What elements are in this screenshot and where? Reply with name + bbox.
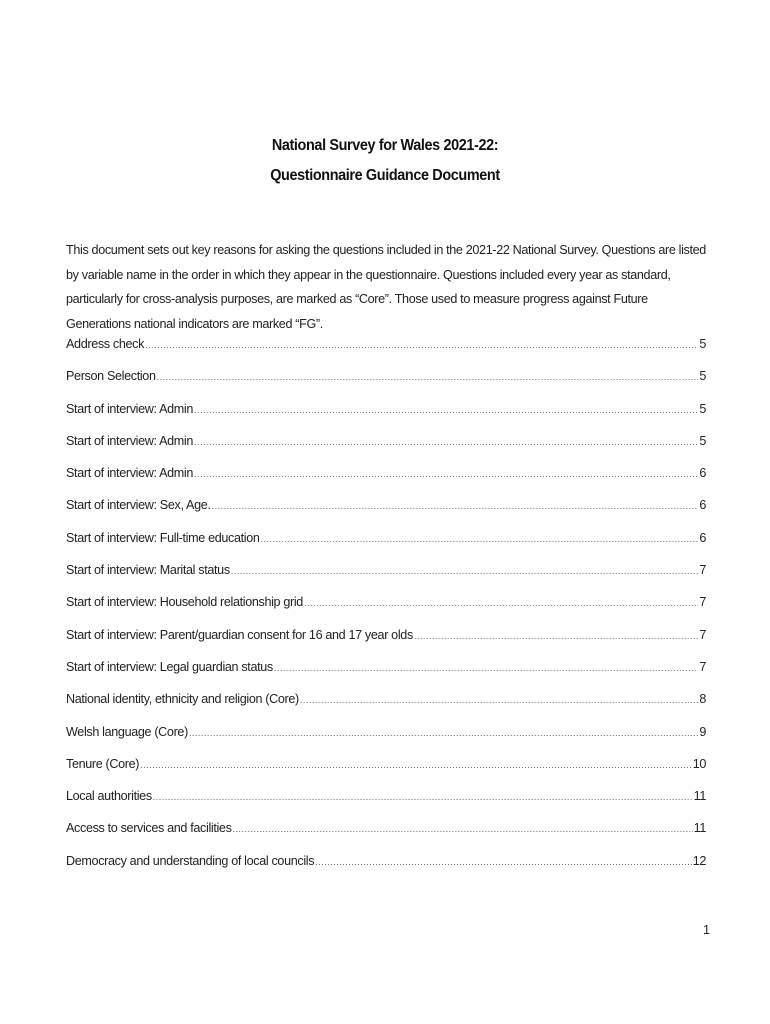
toc-entry-page: 12 xyxy=(692,853,706,868)
toc-entry[interactable] xyxy=(66,595,706,627)
toc-leader xyxy=(153,792,693,802)
toc-entry[interactable] xyxy=(66,434,706,466)
title-line-2: Questionnaire Guidance Document xyxy=(270,167,500,184)
toc-entry-label: Start of interview: Admin xyxy=(66,466,194,481)
toc-entry-label: Local authorities xyxy=(66,789,152,804)
toc-entry[interactable] xyxy=(66,402,706,434)
toc-entry-label: Tenure (Core) xyxy=(66,756,140,771)
toc-entry-label: Start of interview: Parent/guardian consent for 16 and 17 year olds xyxy=(66,627,413,642)
toc-leader xyxy=(315,857,692,867)
table-of-contents xyxy=(66,337,706,886)
toc-entry-label: Start of interview: Admin xyxy=(66,433,194,448)
toc-entry-page: 8 xyxy=(699,692,706,707)
intro-paragraph: This document sets out key reasons for asking the questions included in the 2021-22 National Survey. Questions are listed by variable name in the order in which they appear in the questionnaire. Questions included every year as standard, particularly for cross-analysis purposes, are marked as “Core”. Those used to measure progress against Future Generations national indicators are marked “FG”. xyxy=(66,243,706,331)
toc-entry-page: 5 xyxy=(699,401,706,416)
toc-entry-page: 6 xyxy=(699,530,706,545)
toc-entry-label: Person Selection xyxy=(66,369,156,384)
toc-entry[interactable] xyxy=(66,369,706,401)
toc-entry[interactable] xyxy=(66,660,706,692)
toc-entry-page: 10 xyxy=(692,756,706,771)
toc-leader xyxy=(194,405,698,415)
toc-entry-page: 6 xyxy=(699,498,706,513)
toc-leader xyxy=(233,824,693,834)
toc-leader xyxy=(194,469,698,479)
toc-entry[interactable] xyxy=(66,821,706,853)
toc-entry[interactable] xyxy=(66,531,706,563)
toc-entry-label: Start of interview: Full-time education xyxy=(66,530,260,545)
toc-entry[interactable] xyxy=(66,628,706,660)
toc-leader xyxy=(274,663,698,673)
toc-leader xyxy=(212,501,699,511)
toc-entry-page: 9 xyxy=(699,724,706,739)
toc-entry-label: Start of interview: Marital status xyxy=(66,563,230,578)
toc-leader xyxy=(304,598,698,608)
toc-entry-page: 11 xyxy=(693,821,706,836)
toc-leader xyxy=(414,631,698,641)
toc-entry[interactable] xyxy=(66,692,706,724)
page-number: 1 xyxy=(702,923,710,937)
toc-leader xyxy=(231,566,699,576)
toc-leader xyxy=(140,760,692,770)
toc-entry-page: 5 xyxy=(699,433,706,448)
document-title xyxy=(0,131,770,191)
toc-leader xyxy=(189,728,698,738)
toc-entry[interactable] xyxy=(66,854,706,886)
toc-entry-label: Start of interview: Sex, Age. xyxy=(66,498,211,513)
toc-entry-label: Democracy and understanding of local councils xyxy=(66,853,315,868)
toc-entry-page: 6 xyxy=(699,466,706,481)
toc-entry[interactable] xyxy=(66,725,706,757)
toc-entry-label: Start of interview: Legal guardian status xyxy=(66,659,273,674)
toc-leader xyxy=(300,695,698,705)
toc-entry[interactable] xyxy=(66,789,706,821)
toc-entry-label: Access to services and facilities xyxy=(66,821,232,836)
toc-leader xyxy=(157,372,699,382)
toc-entry[interactable] xyxy=(66,563,706,595)
toc-entry-page: 5 xyxy=(699,369,706,384)
toc-entry[interactable] xyxy=(66,337,706,369)
toc-entry-page: 7 xyxy=(699,627,706,642)
title-line-1: National Survey for Wales 2021-22: xyxy=(271,137,499,154)
toc-leader xyxy=(194,437,698,447)
toc-entry-label: Address check xyxy=(66,337,145,351)
toc-entry-label: Start of interview: Household relationship grid xyxy=(66,595,303,610)
toc-entry-label: National identity, ethnicity and religion (Core) xyxy=(66,692,299,707)
toc-leader xyxy=(145,340,698,350)
toc-entry-page: 7 xyxy=(699,563,706,578)
toc-entry-label: Start of interview: Admin xyxy=(66,401,194,416)
toc-leader xyxy=(261,534,699,544)
toc-entry[interactable] xyxy=(66,757,706,789)
toc-entry-page: 11 xyxy=(693,789,706,804)
toc-entry[interactable] xyxy=(66,466,706,498)
toc-entry-page: 7 xyxy=(699,595,706,610)
toc-entry[interactable] xyxy=(66,498,706,530)
toc-entry-page: 5 xyxy=(699,337,706,351)
toc-entry-page: 7 xyxy=(699,659,706,674)
toc-entry-label: Welsh language (Core) xyxy=(66,724,188,739)
